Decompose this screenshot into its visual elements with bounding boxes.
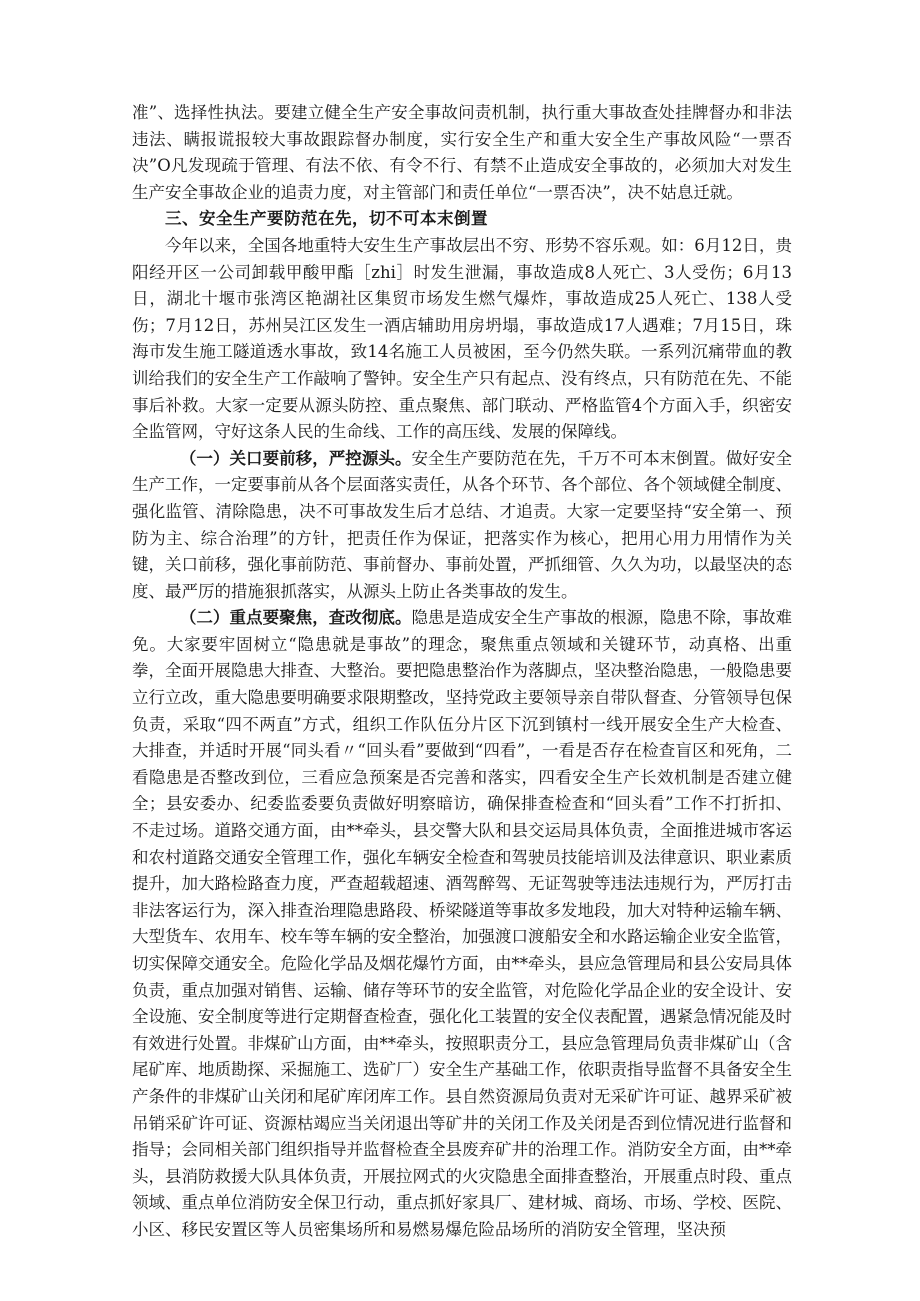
paragraph-continuation: 准”、选择性执法。要建立健全生产安全事故问责机制，执行重大事故查处挂牌督办和非法违法、瞒报谎报较大事故跟踪督办制度，实行安全生产和重大安全生产事故风险“一票否决”O凡发现疏于管理、有法不依、有令不行、有禁不止造成安全事故的，必须加大对发生生产安全事故企业的追责力度，对主管部门和责任单位“一票否决”，决不姑息迁就。	[132, 103, 792, 202]
subsection-text: 隐患是造成安全生产事故的根源，隐患不除，事故难免。大家要牢固树立“隐患就是事故”的理念，聚焦重点领域和关键环节，动真格、出重拳，全面开展隐患大排查、大整治。要把隐患整治作为落脚点，坚决整治隐患，一般隐患要立行立改，重大隐患要明确要求限期整改，坚持党政主要领导亲自带队督查、分管领导包保负责，采取“四不两直”方式，组织工作队伍分片区下沉到镇村一线开展安全生产大检查、大排查，并适时开展“同头看〃“回头看”要做到“四看”，一看是否存在检查盲区和死角，二看隐患是否整改到位，三看应急预案是否完善和落实，四看安全生产长效机制是否建立健全；县安委办、纪委监委要负责做好明察暗访，确保排查检查和“回头看”工作不打折扣、不走过场。道路交通方面，由**牵头，县交警大队和县交运局具体负责，全面推进城市客运和农村道路交通安全管理工作，强化车辆安全检查和驾驶员技能培训及法律意识、职业素质提升，加大路检路查力度，严查超载超速、酒驾醉驾、无证驾驶等违法违规行为，严厉打击非法客运行为，深入排查治理隐患路段、桥梁隧道等事故多发地段，加大对特种运输车辆、大型货车、农用车、校车等车辆的安全整治，加强渡口渡船安全和水路运输企业安全监管，切实保障交通安全。危险化学品及烟花爆竹方面，由**牵头，县应急管理局和县公安局具体负责，重点加强对销售、运输、储存等环节的安全监管，对危险化学品企业的安全设计、安全设施、安全制度等进行定期督查检查，强化化工装置的安全仪表配置，遇紧急情况能及时有效进行处置。非煤矿山方面，由**牵头，按照职责分工，县应急管理局负责非煤矿山（含尾矿库、地质勘探、采掘施工、选矿厂）安全生产基础工作，依职责指导监督不具备安全生产条件的非煤矿山关闭和尾矿库闭库工作。县自然资源局负责对无采矿许可证、越界采矿被吊销采矿许可证、资源枯竭应当关闭退出等矿井的关闭工作及关闭是否到位情况进行监督和指导；会同相关部门组织指导并监督检查全县废弃矿井的治理工作。消防安全方面，由**牵头，县消防救援大队具体负责，开展拉网式的火灾隐患全面排查整治，开展重点时段、重点领域、重点单位消防安全保卫行动，重点抓好家具厂、建材城、商场、市场、学校、医院、小区、移民安置区等人员密集场所和易燃易爆危险品场所的消防安全管理，坚决预	[132, 608, 793, 1239]
section-heading: 三、安全生产要防范在先，切不可本末倒置	[165, 209, 488, 229]
paragraph-body: 今年以来，全国各地重特大安生生产事故层出不穷、形势不容乐观。如：6月12日，贵阳经开区一公司卸载甲酸甲酯［zhi］时发生泄漏，事故造成8人死亡、3人受伤；6月13日，湖北十堰市张湾区艳湖社区集贸市场发生燃气爆炸，事故造成25人死亡、138人受伤；7月12日，苏州吴江区发生一酒店辅助用房坍塌，事故造成17人遇难；7月15日，珠海市发生施工隧道透水事故，致14名施工人员被困，至今仍然失联。一系列沉痛带血的教训给我们的安全生产工作敲响了警钟。安全生产只有起点、没有终点，只有防范在先、不能事后补救。大家一定要从源头防控、重点聚焦、部门联动、严格监管4个方面入手，织密安全监管网，守好这条人民的生命线、工作的高压线、发展的保障线。	[132, 235, 792, 442]
document-page	[132, 100, 792, 1244]
paragraph-subsection-1	[132, 446, 792, 606]
subsection-text: 安全生产要防范在先，千万不可本末倒置。做好安全生产工作，一定要事前从各个层面落实责任，从各个环节、各个部位、各个领域健全制度、强化监管、清除隐患，决不可事故发生后才总结、才追责。大家一定要坚持“安全第一、预防为主、综合治理”的方针，把责任作为保证，把落实作为核心，把用心用力用情作为关键，关口前移，强化事前防范、事前督办、事前处置，严抓细管、久久为功，以最坚决的态度、最严厉的措施狠抓落实，从源头上防止各类事故的发生。	[132, 448, 793, 601]
subsection-lead: （一）关口要前移，严控源头。	[179, 448, 412, 468]
subsection-lead: （二）重点要聚焦，查改彻底。	[179, 608, 412, 628]
paragraph-subsection-2	[132, 605, 792, 1243]
